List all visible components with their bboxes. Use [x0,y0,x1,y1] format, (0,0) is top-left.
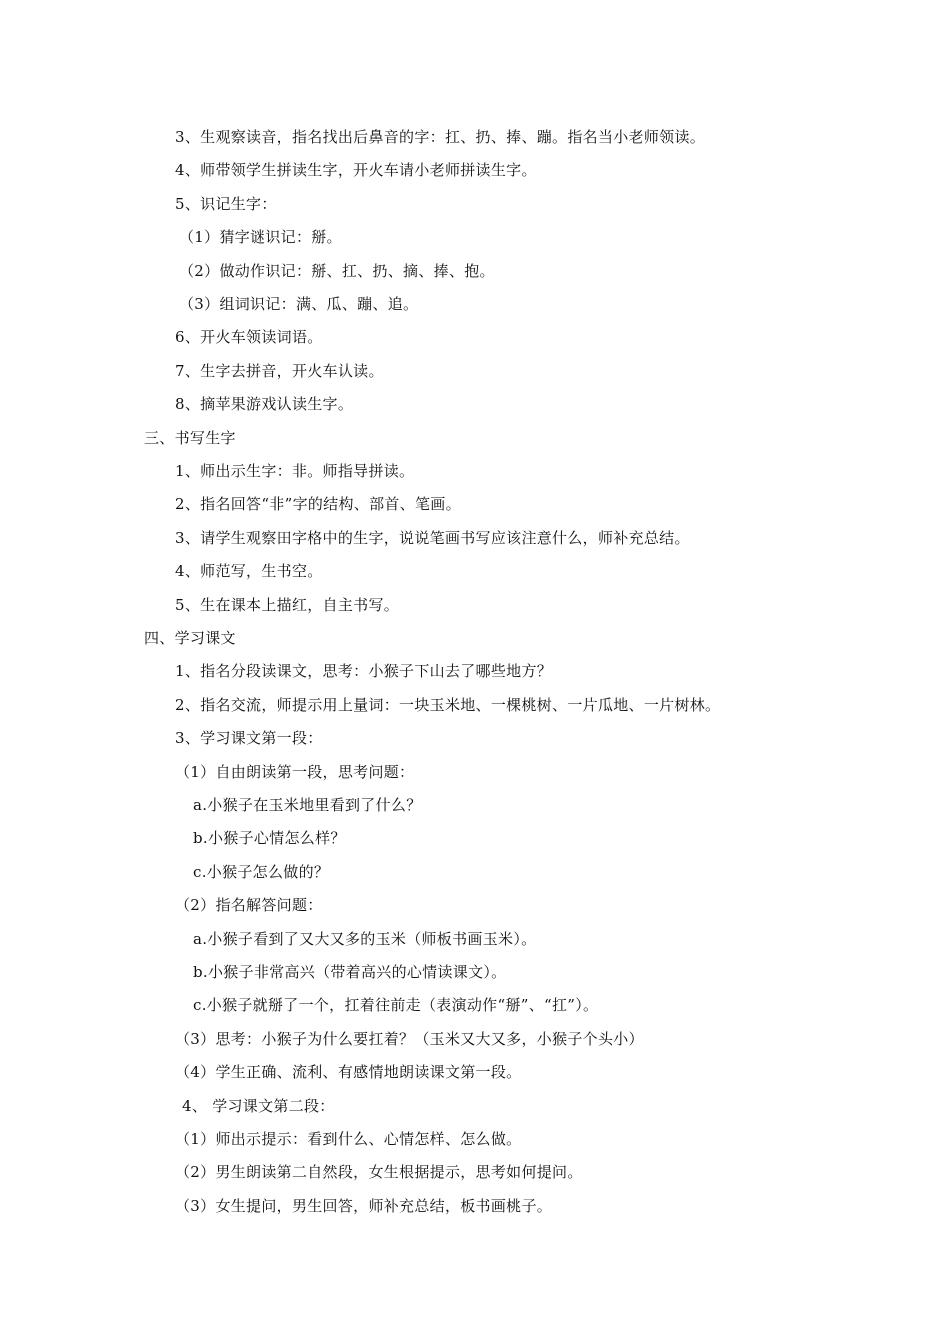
text-line: 2、指名交流，师提示用上量词：一块玉米地、一棵桃树、一片瓜地、一片树林。 [175,696,721,714]
text-line: a.小猴子在玉米地里看到了什么？ [193,796,422,814]
text-line: b.小猴子心情怎么样？ [193,829,346,847]
text-line: 8、摘苹果游戏认读生字。 [175,395,354,413]
text-line: （3）思考：小猴子为什么要扛着？（玉米又大又多，小猴子个头小） [175,1030,644,1048]
text-line: 3、请学生观察田字格中的生字，说说笔画书写应该注意什么，师补充总结。 [175,529,690,547]
text-line: 1、师出示生字：非。师指导拼读。 [175,462,415,480]
text-line: 4、师带领学生拼读生字，开火车请小老师拼读生字。 [175,161,537,179]
text-line: 5、识记生字： [175,195,277,213]
text-line: 7、生字去拼音，开火车认读。 [175,362,384,380]
text-line: （1）猜字谜识记：掰。 [179,228,342,246]
text-line: （3）女生提问，男生回答，师补充总结，板书画桃子。 [175,1197,553,1215]
text-line: （3）组词识记：满、瓜、蹦、追。 [179,295,419,313]
text-line: （1）师出示提示：看到什么、心情怎样、怎么做。 [175,1130,522,1148]
text-line: c.小猴子就掰了一个，扛着往前走（表演动作“掰”、“扛”）。 [193,996,599,1014]
text-line: 4、 学习课文第二段： [182,1097,335,1115]
text-line: 3、学习课文第一段： [175,729,323,747]
text-line: b.小猴子非常高兴（带着高兴的心情读课文）。 [193,963,507,981]
text-line: 5、生在课本上描红，自主书写。 [175,596,400,614]
section-heading: 三、书写生字 [144,429,236,447]
text-line: （4）学生正确、流利、有感情地朗读课文第一段。 [175,1063,522,1081]
text-line: c.小猴子怎么做的？ [193,863,330,881]
text-line: （2）男生朗读第二自然段，女生根据提示，思考如何提问。 [175,1163,583,1181]
text-line: 3、生观察读音，指名找出后鼻音的字：扛、扔、捧、蹦。指名当小老师领读。 [175,128,706,146]
text-line: 2、指名回答“非”字的结构、部首、笔画。 [175,495,461,513]
text-line: 6、开火车领读词语。 [175,328,323,346]
text-line: （2）指名解答问题： [175,896,323,914]
text-line: 4、师范写，生书空。 [175,562,323,580]
text-line: （1）自由朗读第一段，思考问题： [175,763,415,781]
section-heading: 四、学习课文 [144,629,236,647]
text-line: （2）做动作识记：掰、扛、扔、摘、捧、抱。 [179,262,495,280]
text-line: a.小猴子看到了又大又多的玉米（师板书画玉米）。 [193,930,537,948]
text-line: 1、指名分段读课文，思考：小猴子下山去了哪些地方？ [175,662,553,680]
